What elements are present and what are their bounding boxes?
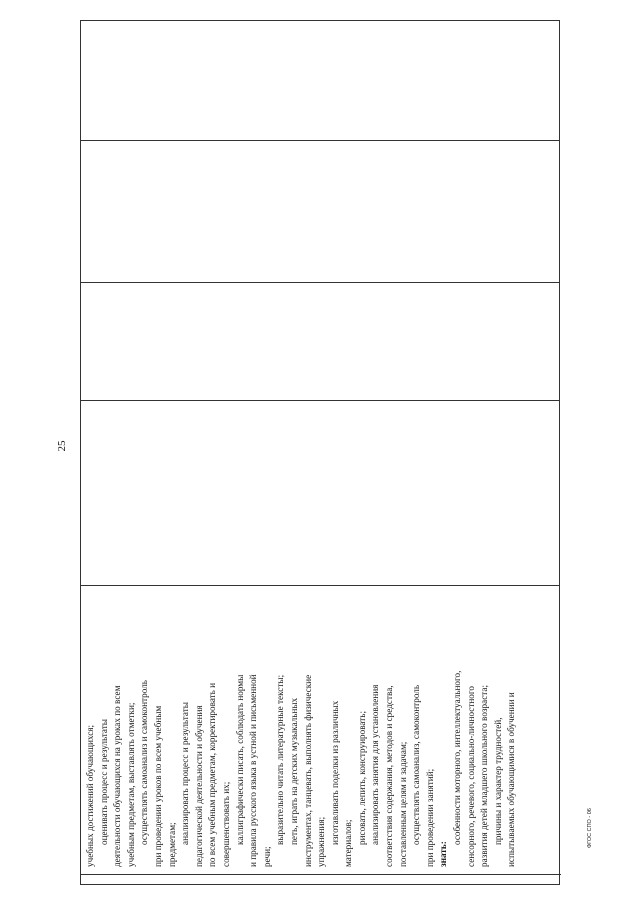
text-line: сенсорного, речевого, социально-личностного [465,685,476,867]
footer-code: ФГОС СПО - 06 [587,808,593,848]
index-cell [81,874,561,884]
row-content [81,584,561,884]
table-row [81,585,559,884]
text-line: петь, играть на детских музыкальных [288,697,299,845]
text-line: материалов; [343,819,354,867]
text-line: особенности моторного, интеллектуального, [452,670,463,845]
table-row [81,21,559,140]
text-line: деятельности обучающихся на уроках по всем [112,685,123,867]
table-row [81,140,559,283]
text-line: знать: [438,841,449,867]
text-line: испытываемых обучающимися в обучении и [506,692,517,867]
text-line: рисовать, лепить, конструировать; [356,710,367,845]
text-line: педагогической деятельности и обучения [193,705,204,867]
text-line: выразительно читать литературные тексты; [275,674,286,845]
text-line: и правила русского языка в устной и письменной [248,674,259,867]
text-line: осуществлять самоанализ, самоконтроль [411,684,422,845]
text-line: соответствия содержания, методов и средства, [384,685,395,867]
table-row [81,400,559,585]
text-line: речи; [261,846,272,867]
table-row [81,282,559,400]
standards-table [80,20,560,885]
text-line: при проведении занятий; [424,768,435,867]
text-line: осуществлять самоанализ и самоконтроль [139,680,150,845]
text-line: учебным предметам, выставлять отметки; [125,702,136,867]
text-line: совершенствовать их; [220,781,231,867]
text-line: инструментах, танцевать, выполнять физические [302,674,313,867]
competencies-cell [81,584,561,874]
text-line: развития детей младшего школьного возраста; [479,684,490,867]
text-line: анализировать занятия для установления [370,684,381,845]
text-line: упражнения; [316,816,327,867]
text-line: каллиграфически писать, соблюдать нормы [234,674,245,845]
page-number: 25 [56,440,68,452]
text-line: оценивать процесс и результаты [98,719,109,845]
text-line: предметам; [166,822,177,867]
text-line: изготавливать поделки из различных [329,700,340,845]
text-line: причины и характер трудностей, [492,717,503,845]
text-line: анализировать процесс и результаты [180,702,191,845]
text-line: при проведении уроков по всем учебным [152,705,163,867]
text-line: учебных достижений обучающихся; [85,724,95,867]
text-line: поставленным целям и задачам; [397,741,408,867]
table-stage [80,20,560,885]
text-line: по всем учебным предметам, корректировать и [207,682,218,867]
